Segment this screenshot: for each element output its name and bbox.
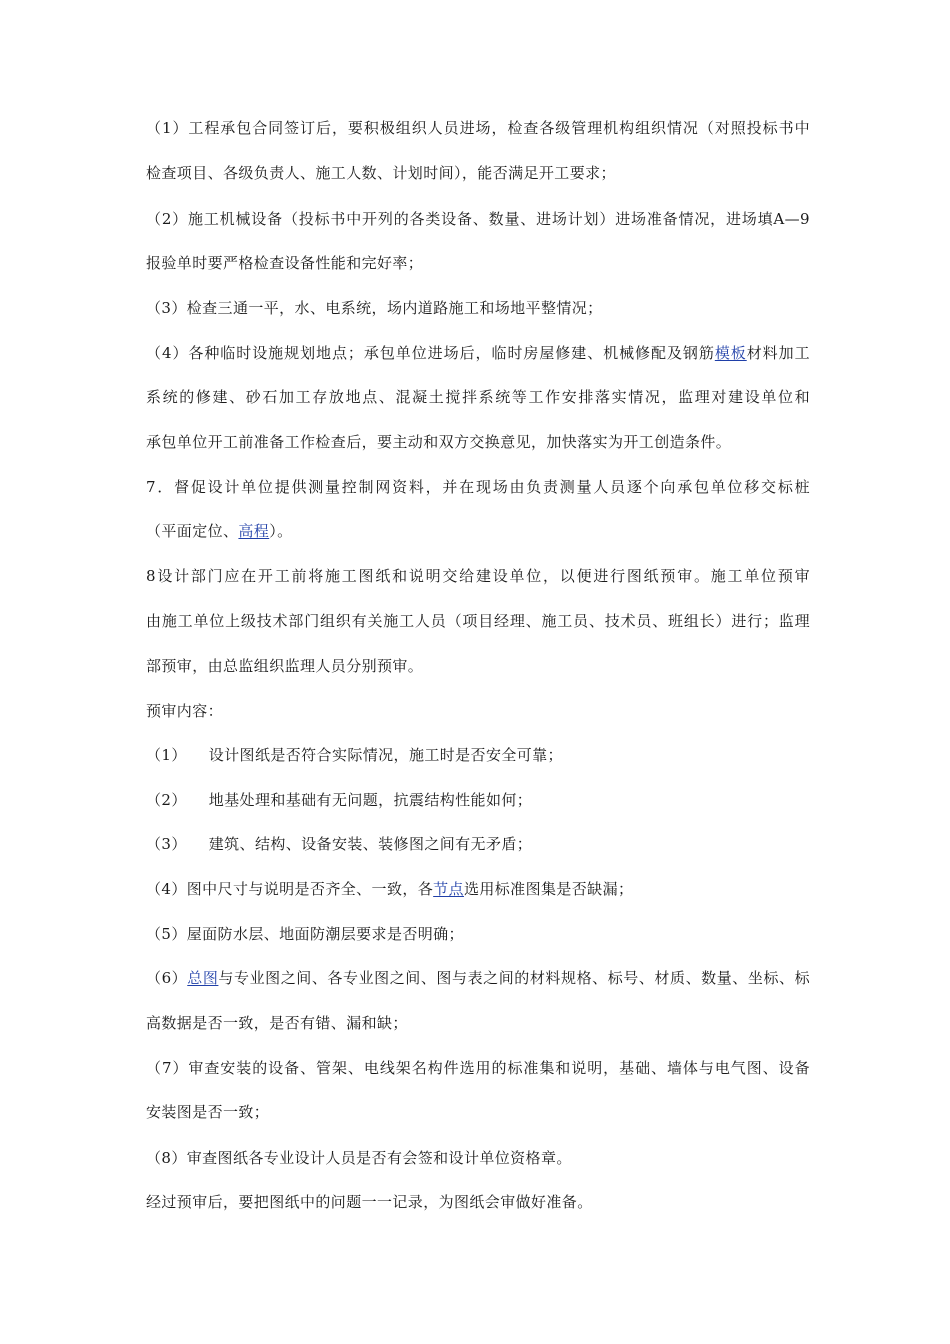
inline-link[interactable]: 节点 — [433, 880, 464, 898]
line-text: 部预审，由总监组织监理人员分别预审。 — [146, 657, 424, 675]
line-20 — [146, 968, 810, 988]
line-22 — [146, 1058, 810, 1078]
line-text: （平面定位、 — [146, 522, 239, 540]
line-text: （1）工程承包合同签订后，要积极组织人员进场，检查各级管理机构组织情况（对照投标书中 — [146, 119, 810, 137]
line-text: 建筑、结构、设备安装、装修图之间有无矛盾； — [208, 835, 533, 853]
line-text: 选用标准图集是否缺漏； — [463, 880, 634, 898]
line-7 — [146, 387, 810, 407]
line-text: ）。 — [269, 522, 293, 540]
line-18 — [146, 879, 810, 899]
line-text: 检查项目、各级负责人、施工人数、计划时间），能否满足开工要求； — [146, 164, 616, 182]
line-text: 承包单位开工前准备工作检查后，要主动和双方交换意见，加快落实为开工创造条件。 — [146, 433, 732, 451]
line-10 — [146, 521, 810, 541]
line-8 — [146, 432, 810, 452]
line-text: 7．督促设计单位提供测量控制网资料，并在现场由负责测量人员逐个向承包单位移交标桩 — [146, 478, 810, 496]
line-text: （7）审查安装的设备、管架、电线架名构件选用的标准集和说明，基础、墙体与电气图、设备 — [146, 1059, 810, 1077]
line-text: （2）施工机械设备（投标书中开列的各类设备、数量、进场计划）进场准备情况，进场填A—9 — [146, 210, 810, 228]
line-text: 由施工单位上级技术部门组织有关施工人员（项目经理、施工员、技术员、班组长）进行；监理 — [146, 612, 810, 630]
line-4 — [146, 253, 810, 273]
line-13 — [146, 656, 810, 676]
line-text: 高数据是否一致，是否有错、漏和缺； — [146, 1014, 408, 1032]
line-text: 经过预审后，要把图纸中的问题一一记录，为图纸会审做好准备。 — [146, 1193, 593, 1211]
line-text: （1） — [146, 746, 187, 764]
line-9 — [146, 477, 810, 497]
line-17 — [146, 834, 810, 854]
line-3 — [146, 209, 810, 229]
line-text: （8）审查图纸各专业设计人员是否有会签和设计单位资格章。 — [146, 1149, 572, 1167]
line-text: 地基处理和基础有无问题，抗震结构性能如何； — [208, 791, 533, 809]
line-16 — [146, 790, 810, 810]
line-11 — [146, 566, 810, 586]
line-text: 安装图是否一致； — [146, 1103, 270, 1121]
line-text: （5）屋面防水层、地面防潮层要求是否明确； — [146, 925, 464, 943]
line-text: （4）各种临时设施规划地点；承包单位进场后，临时房屋修建、机械修配及钢筋 — [146, 344, 715, 362]
line-5 — [146, 298, 810, 318]
line-15 — [146, 745, 810, 765]
line-text: 系统的修建、砂石加工存放地点、混凝土搅拌系统等工作安排落实情况，监理对建设单位和 — [146, 388, 810, 406]
line-23 — [146, 1102, 810, 1122]
line-text: （6） — [146, 969, 188, 987]
line-text: 设计图纸是否符合实际情况，施工时是否安全可靠； — [208, 746, 563, 764]
line-text: （4）图中尺寸与说明是否齐全、一致，各 — [146, 880, 434, 898]
inline-link[interactable]: 高程 — [238, 522, 270, 540]
line-text: （3）检查三通一平，水、电系统，场内道路施工和场地平整情况； — [146, 299, 603, 317]
line-21 — [146, 1013, 810, 1033]
line-text: 预审内容： — [146, 702, 224, 720]
line-text: 报验单时要严格检查设备性能和完好率； — [146, 254, 424, 272]
line-6 — [146, 343, 810, 363]
line-24 — [146, 1148, 810, 1168]
line-text: （2） — [146, 791, 187, 809]
line-1 — [146, 118, 810, 138]
line-25 — [146, 1192, 810, 1212]
line-19 — [146, 924, 810, 944]
line-text: （3） — [146, 835, 187, 853]
line-text: 8设计部门应在开工前将施工图纸和说明交给建设单位，以便进行图纸预审。施工单位预审 — [146, 567, 810, 585]
line-12 — [146, 611, 810, 631]
line-text: 材料加工 — [746, 344, 810, 362]
inline-link[interactable]: 模板 — [714, 344, 747, 362]
inline-link[interactable]: 总图 — [187, 969, 219, 987]
line-14 — [146, 701, 810, 721]
line-2 — [146, 163, 810, 183]
line-text: 与专业图之间、各专业图之间、图与表之间的材料规格、标号、材质、数量、坐标、标 — [218, 969, 810, 987]
